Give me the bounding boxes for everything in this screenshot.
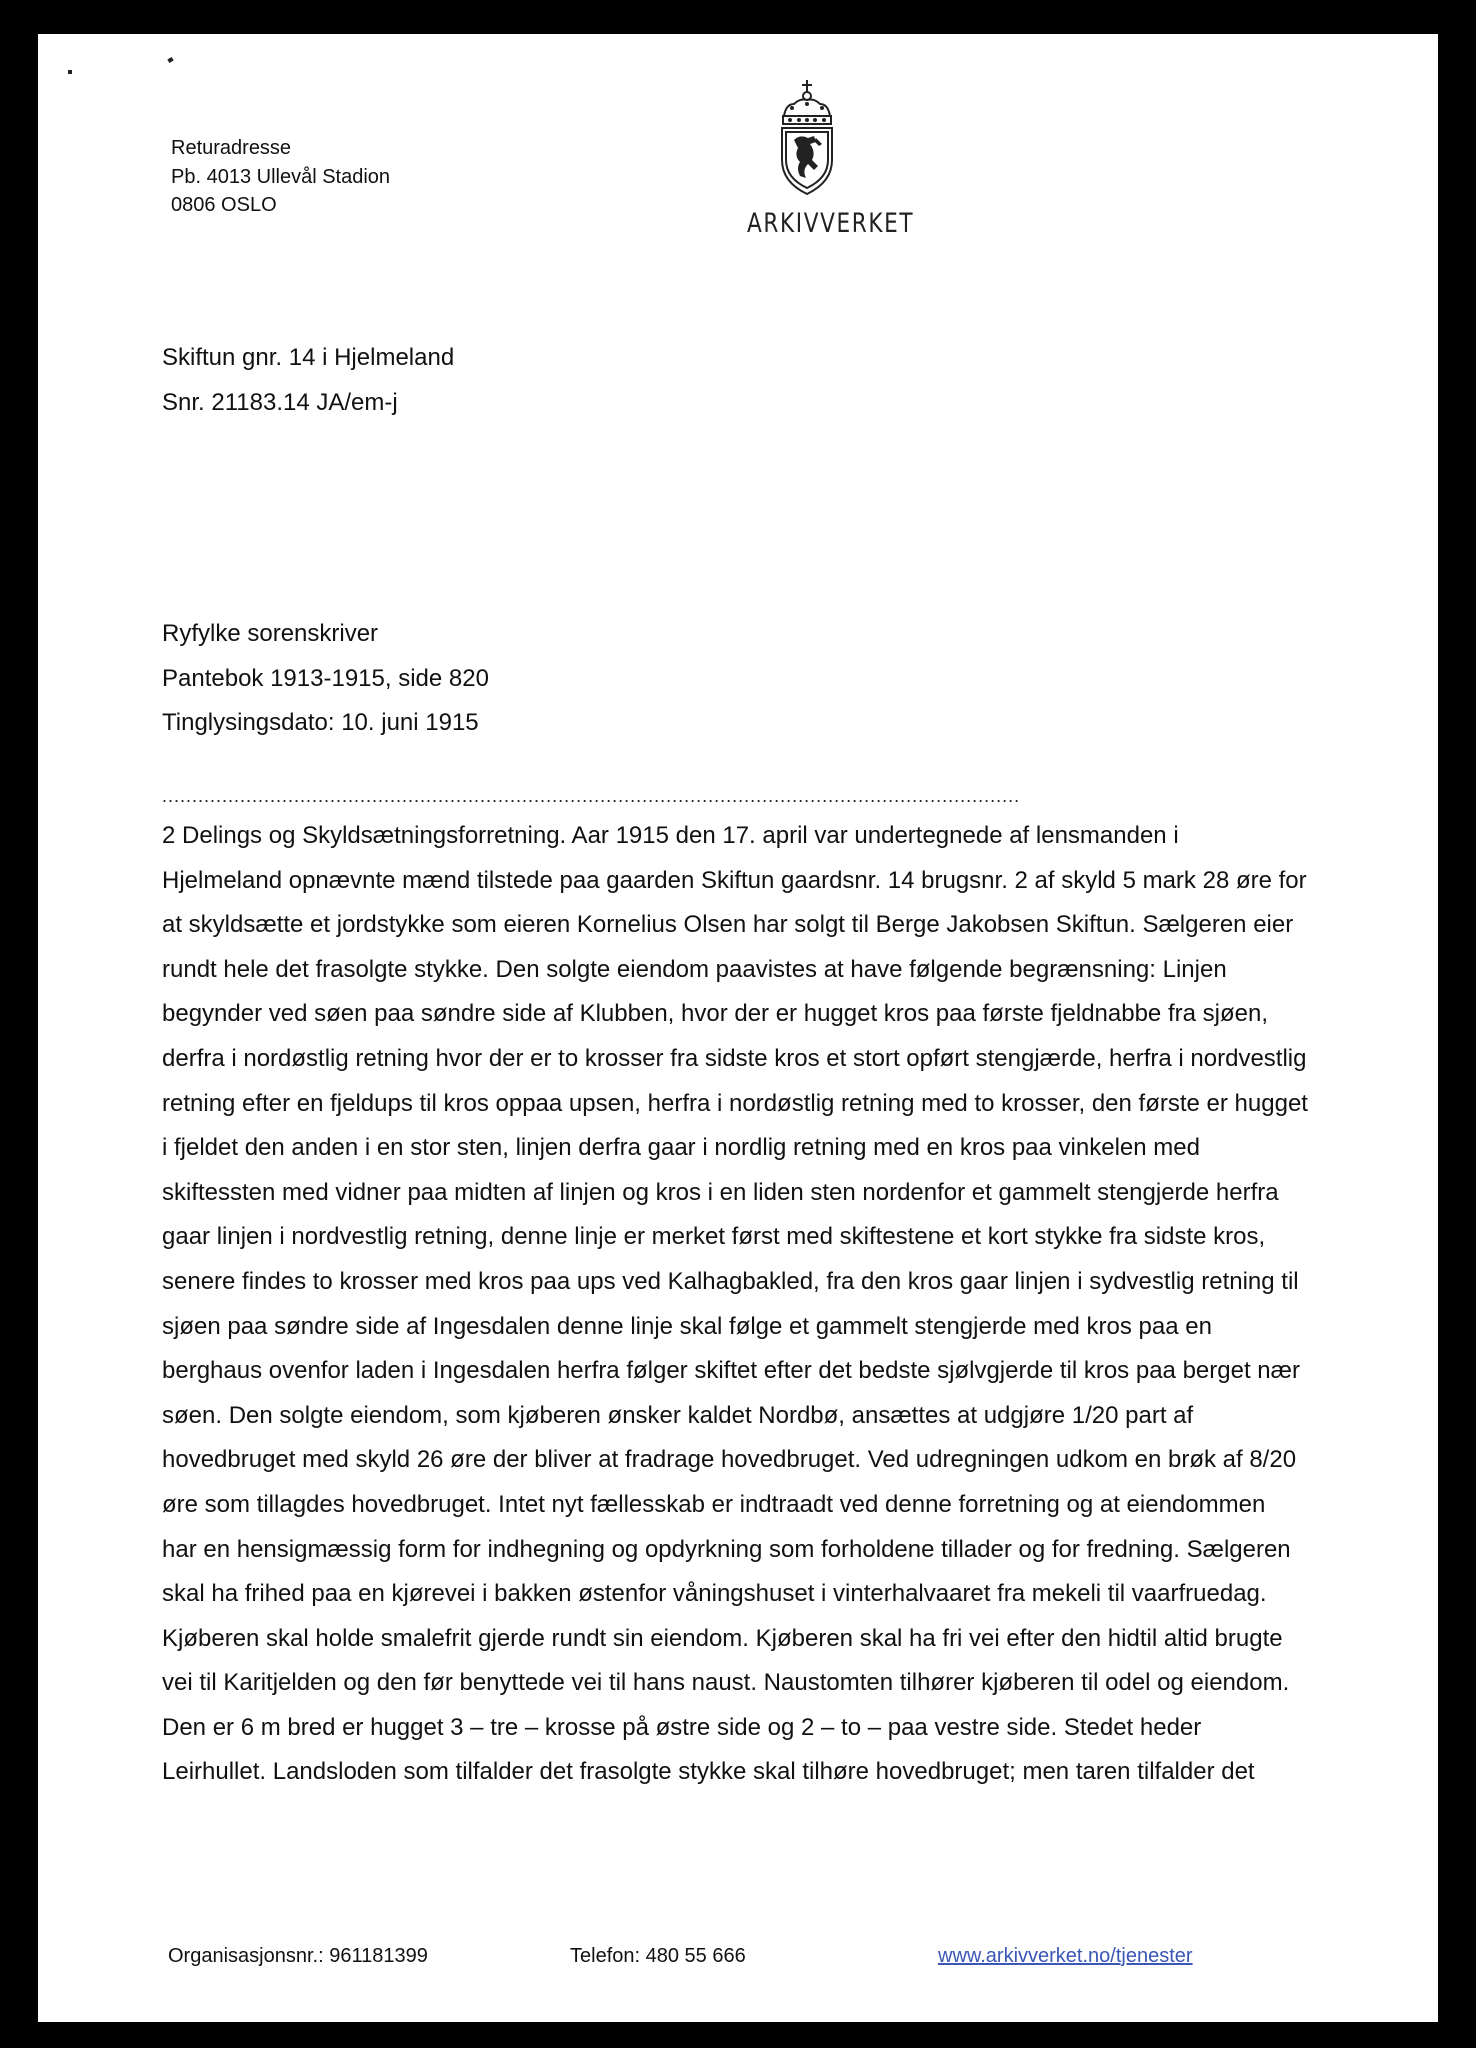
body-line: Hjelmeland opnævnte mænd tilstede paa gaarden Skiftun gaardsnr. 14 brugsnr. 2 af skyld 5 mark 28 øre for	[162, 866, 1307, 894]
body-line: rundt hele det frasolgte stykke. Den solgte eiendom paavistes at have følgende begrænsning: Linjen	[162, 955, 1227, 983]
logo-text: ARKIVVERKET	[747, 208, 915, 239]
body-line: skiftessten med vidner paa midten af linjen og kros i en liden sten nordenfor et gammelt stengjerde herfra	[162, 1178, 1279, 1206]
body-line: Leirhullet. Landsloden som tilfalder det frasolgte stykke skal tilhøre hovedbruget; men taren tilfalder det	[162, 1758, 1255, 1786]
return-address-label: Returadresse	[171, 137, 292, 159]
footer-link[interactable]: www.arkivverket.no/tjenester	[938, 1945, 1193, 1967]
body-line: Den er 6 m bred er hugget 3 – tre – krosse på østre side og 2 – to – paa vestre side. Stedet heder	[162, 1713, 1202, 1741]
arkivverket-logo	[732, 78, 915, 239]
body-line: har en hensigmæssig form for indhegning og opdyrkning som forholdene tillader og for fredning. Sælgeren	[162, 1535, 1291, 1563]
body-line: skal ha frihed paa en kjørevei i bakken østenfor våningshuset i vinterhalvaaret fra mekeli til vaarfruedag.	[162, 1580, 1267, 1608]
body-line: senere findes to krosser med kros paa ups ved Kalhagbakled, fra den kros gaar linjen i sydvestlig retning til	[162, 1267, 1299, 1295]
return-address	[171, 134, 390, 220]
footer-org-number: Organisasjonsnr.: 961181399	[168, 1945, 428, 1967]
body-line: berghaus ovenfor laden i Ingesdalen herfra følger skiftet efter det bedste sjølvgjerde til kros paa berget nær	[162, 1357, 1300, 1385]
body-line: gaar linjen i nordvestlig retning, denne linje er merket først med skiftestene et kort stykke fra sidste kros,	[162, 1223, 1266, 1251]
body-line: 2 Delings og Skyldsætningsforretning. Aar 1915 den 17. april var undertegnede af lensmanden i	[162, 822, 1179, 849]
reference-number: Snr. 21183.14 JA/em-j	[162, 388, 398, 416]
body-line: Kjøberen skal holde smalefrit gjerde rundt sin eiendom. Kjøberen skal ha fri vei efter den hidtil altid brugte	[162, 1624, 1283, 1652]
body-line: hovedbruget med skyld 26 øre der bliver at fradrage hovedbruget. Ved udregningen udkom en brøk af 8/20	[162, 1446, 1297, 1474]
reference-title: Skiftun gnr. 14 i Hjelmeland	[162, 344, 455, 371]
source-date: Tinglysingsdato: 10. juni 1915	[162, 709, 479, 736]
source-block	[162, 612, 489, 746]
body-line: sjøen paa søndre side af Ingesdalen denne linje skal følge et gammelt stengjerde med kros paa en	[162, 1312, 1212, 1340]
dotted-separator: ...............................................................................................................................................	[162, 786, 1021, 806]
body-line: søen. Den solgte eiendom, som kjøberen ønsker kaldet Nordbø, ansættes at udgjøre 1/20 part af	[162, 1401, 1194, 1429]
body-line: øre som tillagdes hovedbruget. Intet nyt fællesskab er indtraadt ved denne forretning og at eiendommen	[162, 1490, 1266, 1518]
body-line: retning efter en fjeldups til kros oppaa upsen, herfra i nordøstlig retning med to krosser, den første er hugget	[162, 1089, 1308, 1117]
transcription-body	[162, 814, 1308, 1795]
scan-speck	[68, 70, 72, 74]
coat-of-arms-icon	[772, 78, 842, 198]
body-line: i fjeldet den anden i en stor sten, linjen derfra gaar i nordlig retning med en kros paa vinkelen med	[162, 1134, 1200, 1162]
source-book: Pantebok 1913-1915, side 820	[162, 664, 489, 692]
body-line: vei til Karitjelden og den før benyttede vei til hans naust. Naustomten tilhører kjøberen til odel og eiendom.	[162, 1669, 1290, 1697]
body-line: derfra i nordøstlig retning hvor der er to krosser fra sidste kros et stort opført stengjærde, herfra i nordvestlig	[162, 1044, 1307, 1072]
scan-speck	[167, 57, 173, 63]
return-address-line1: Pb. 4013 Ullevål Stadion	[171, 165, 391, 188]
source-office: Ryfylke sorenskriver	[162, 620, 379, 647]
footer-phone: Telefon: 480 55 666	[570, 1945, 746, 1967]
body-line: begynder ved søen paa søndre side af Klubben, hvor der er hugget kros paa første fjeldnabbe fra sjøen,	[162, 1000, 1268, 1028]
document-page	[38, 34, 1438, 2022]
body-line: at skyldsætte et jordstykke som eieren Kornelius Olsen har solgt til Berge Jakobsen Skiftun. Sælgeren eier	[162, 911, 1294, 939]
reference-block	[162, 336, 454, 425]
return-address-line2: 0806 OSLO	[171, 194, 277, 216]
